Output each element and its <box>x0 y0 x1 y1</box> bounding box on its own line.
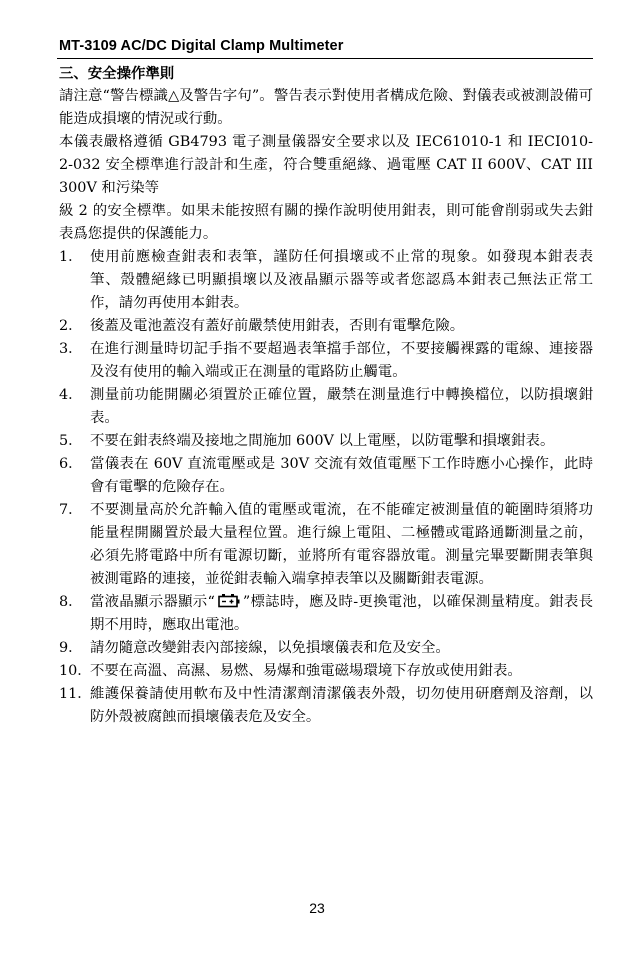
list-item <box>59 499 593 591</box>
list-item-text: 不要測量高於允許輸入值的電壓或電流，在不能確定被測量值的範圍時須將功能量程開關置於最大量程位置。進行線上電阻、二極體或電路通斷測量之前，必須先將電路中所有電源切斷，並將所有電容器放電。測量完畢要斷開表筆與被測電路的連接，並從鉗表輸入端拿掉表筆以及關斷鉗表電源。 <box>90 502 593 587</box>
battery-low-icon <box>218 594 240 608</box>
list-item-text: 測量前功能開關必須置於正確位置，嚴禁在測量進行中轉換檔位，以防損壞鉗表。 <box>90 387 593 426</box>
list-item <box>59 683 593 729</box>
list-item-text: 後蓋及電池蓋沒有蓋好前嚴禁使用鉗表，否則有電擊危險。 <box>90 318 465 334</box>
list-item-number: 1． <box>59 249 83 265</box>
section-title: 三、安全操作準則 <box>59 65 175 82</box>
list-item-number: 10． <box>59 663 92 679</box>
list-item-number: 8． <box>59 594 83 610</box>
list-item <box>59 660 593 683</box>
list-item-number: 5． <box>59 433 83 449</box>
list-item-text: 使用前應檢查鉗表和表筆，謹防任何損壞或不止常的現象。如發現本鉗表表筆、殼體絕緣已明顯損壞以及液晶顯示器等或者您認爲本鉗表己無法正常工作，請勿再使用本鉗表。 <box>90 249 593 311</box>
paragraph-standards: 本儀表嚴格遵循 GB4793 電子測量儀器安全要求以及 IEC61010-1 和 IECI010-2-032 安全標準進行設計和生產，符合雙重絕緣、過電壓 CAT II 600V、CAT III 300V 和污染等 <box>59 134 593 196</box>
list-item-number: 6． <box>59 456 83 472</box>
list-item-number: 4． <box>59 387 83 403</box>
list-item-number: 11． <box>59 686 92 702</box>
list-item <box>59 246 593 315</box>
list-item-text: 不要在高溫、高濕、易燃、易爆和強電磁場環境下存放或使用鉗表。 <box>90 663 522 679</box>
list-item-text-after: ”標誌時，應及時-更換電池，以確保測量精度。鉗表長期不用時，應取出電池。 <box>90 594 593 633</box>
list-item <box>59 338 593 384</box>
list-item-text-before: 當液晶顯示器顯示“ <box>90 594 215 610</box>
page-content <box>59 62 593 729</box>
list-item-number: 9． <box>59 640 83 656</box>
list-item <box>59 315 593 338</box>
safety-rules-list <box>59 246 593 729</box>
list-item-text: 請勿隨意改變鉗表內部接線，以免損壞儀表和危及安全。 <box>90 640 450 656</box>
list-item <box>59 591 593 637</box>
list-item <box>59 637 593 660</box>
list-item-text: 不要在鉗表終端及接地之間施加 600V 以上電壓，以防電擊和損壞鉗表。 <box>90 433 555 449</box>
list-item-text: 在進行測量時切記手指不要超過表筆擋手部位，不要接觸裸露的電線、連接器及沒有使用的輸入端或正在測量的電路防止觸電。 <box>90 341 593 380</box>
list-item <box>59 453 593 499</box>
page-header-title: MT-3109 AC/DC Digital Clamp Multimeter <box>59 38 344 54</box>
list-item-number: 7． <box>59 502 83 518</box>
list-item-number: 2． <box>59 318 83 334</box>
list-item <box>59 430 593 453</box>
paragraph-protection: 級 2 的安全標準。如果未能按照有關的操作說明使用鉗表，則可能會削弱或失去鉗表爲您提供的保護能力。 <box>59 203 593 242</box>
page-number: 23 <box>309 900 325 916</box>
paragraph-warning-notice: 請注意“警告標識△及警告字句”。警告表示對使用者構成危險、對儀表或被測設備可能造成損壞的情況或行動。 <box>59 88 593 127</box>
list-item-number: 3． <box>59 341 83 357</box>
list-item-text: 當儀表在 60V 直流電壓或是 30V 交流有效值電壓下工作時應小心操作，此時會有電擊的危險存在。 <box>90 456 593 495</box>
header-rule <box>57 58 593 59</box>
list-item-text: 維護保養請使用軟布及中性清潔劑清潔儀表外殼，切勿使用研磨劑及溶劑，以防外殼被腐蝕而損壞儀表危及安全。 <box>90 686 593 725</box>
list-item <box>59 384 593 430</box>
